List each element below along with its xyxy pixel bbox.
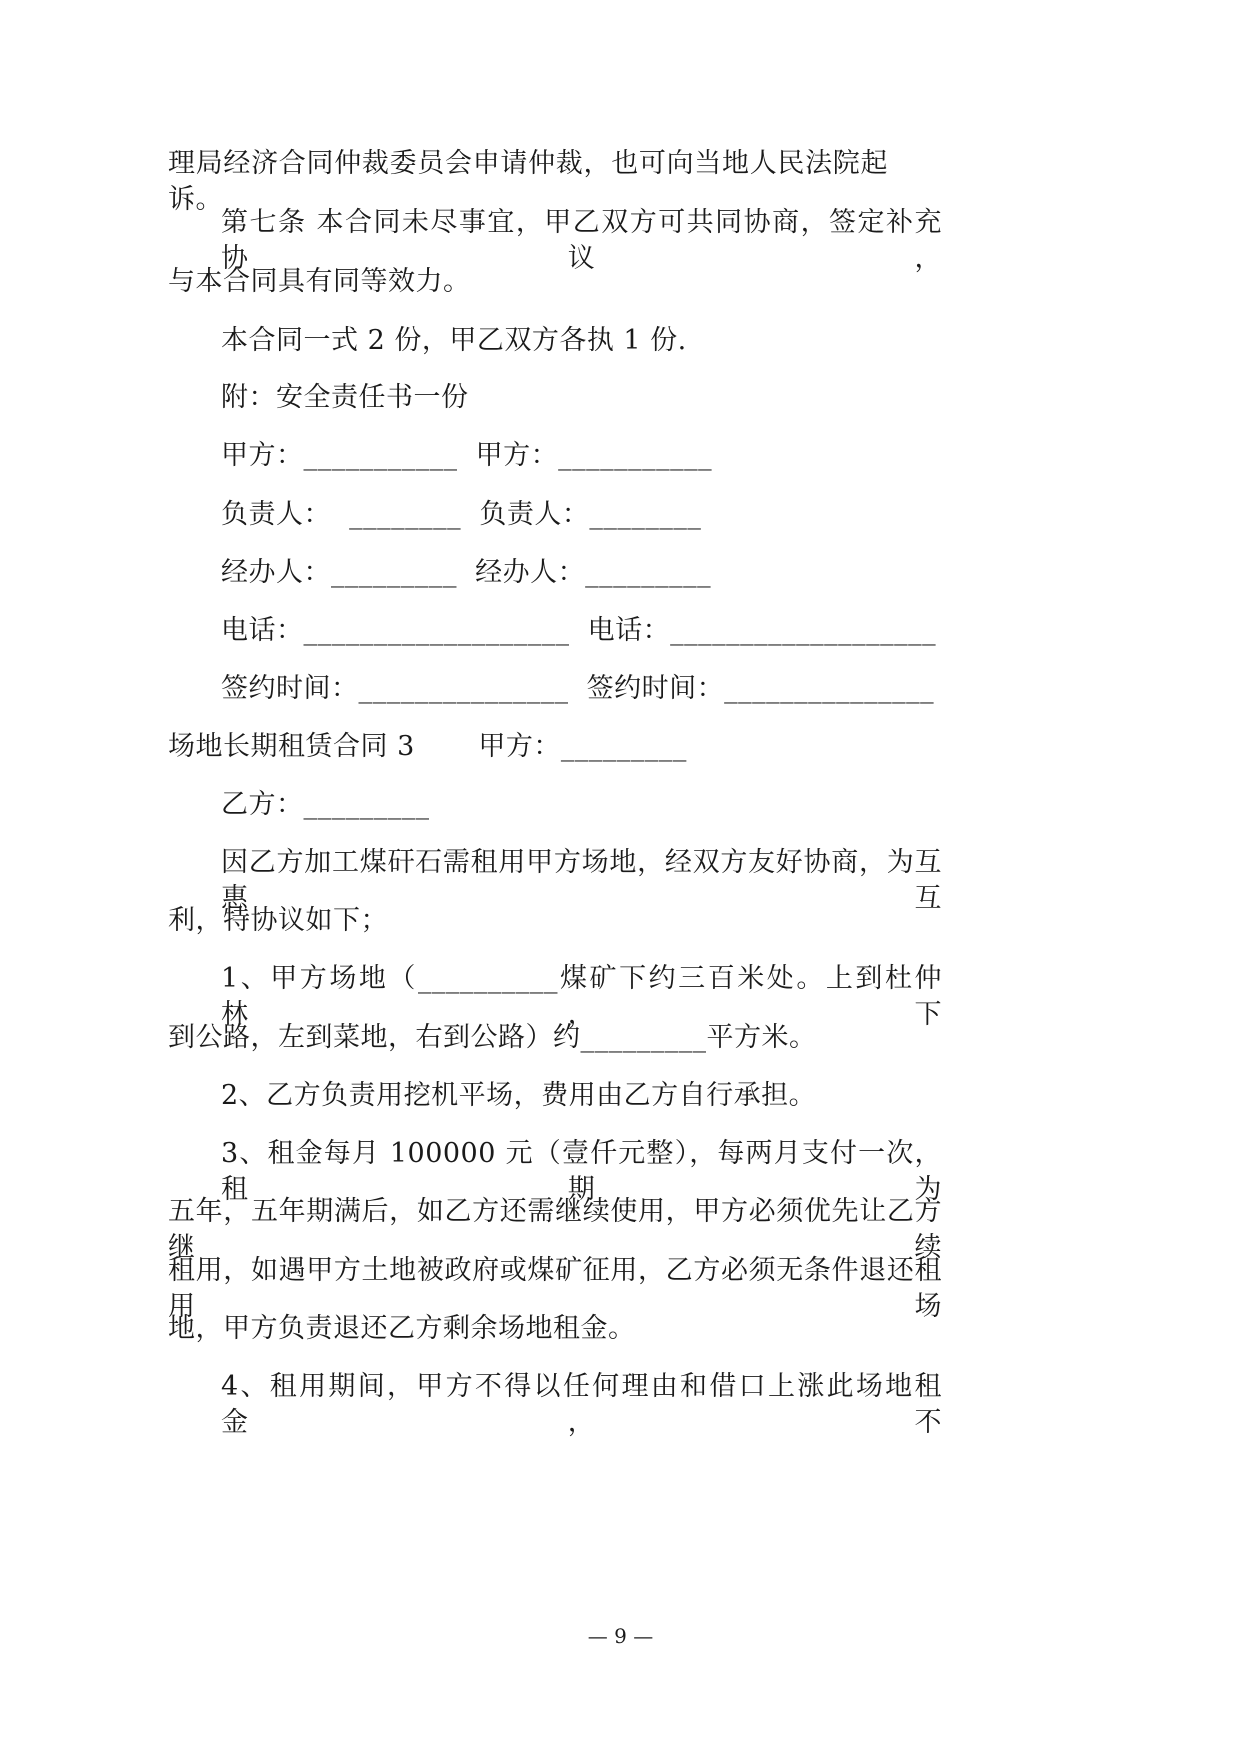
clause-4-line-1: 4、租用期间，甲方不得以任何理由和借口上涨此场地租金，不 [221,1371,942,1438]
clause-3-line-1: 3、租金每月 100000 元（壹仟元整），每两月支付一次，租期为 [221,1138,942,1205]
text-line-1: 理局经济合同仲裁委员会申请仲裁，也可向当地人民法院起诉。 [168,148,888,215]
clause-1-line-1: 1、甲方场地（__________煤矿下约三百米处。上到杜仲林，下 [221,963,942,1030]
text-line-3: 与本合同具有同等效力。 [168,266,471,297]
text-line-4: 本合同一式 2 份，甲乙双方各执 1 份. [221,325,687,356]
clause-1-line-2: 到公路，左到菜地，右到公路）约_________平方米。 [168,1022,817,1053]
signature-handler-line: 经办人：_________ 经办人：_________ [221,557,712,588]
party-b-line: 乙方：_________ [221,789,430,820]
signature-responsible-line: 负责人： ________ 负责人：________ [221,499,702,530]
text-line-13: 因乙方加工煤矸石需租用甲方场地，经双方友好协商，为互惠互 [221,847,942,914]
contract-title-line: 场地长期租赁合同 3 甲方：_________ [168,731,687,762]
clause-2-line: 2、乙方负责用挖机平场，费用由乙方自行承担。 [221,1080,817,1111]
text-line-14: 利，特协议如下； [168,905,388,936]
text-line-5: 附：安全责任书一份 [221,382,469,413]
signature-phone-line: 电话：___________________ 电话：___________________ [221,615,937,646]
text-line-2: 第七条 本合同未尽事宜，甲乙双方可共同协商，签定补充协议， [221,207,942,274]
signature-party-a-line: 甲方：___________ 甲方：___________ [221,440,713,471]
page-number: — 9 — [587,1624,654,1648]
clause-3-line-2: 五年，五年期满后，如乙方还需继续使用，甲方必须优先让乙方继续 [168,1196,942,1263]
clause-3-line-4: 地，甲方负责退还乙方剩余场地租金。 [168,1313,636,1344]
clause-3-line-3: 租用，如遇甲方土地被政府或煤矿征用，乙方必须无条件退还租用场 [168,1255,942,1322]
signature-date-line: 签约时间：_______________ 签约时间：_______________ [221,673,935,704]
